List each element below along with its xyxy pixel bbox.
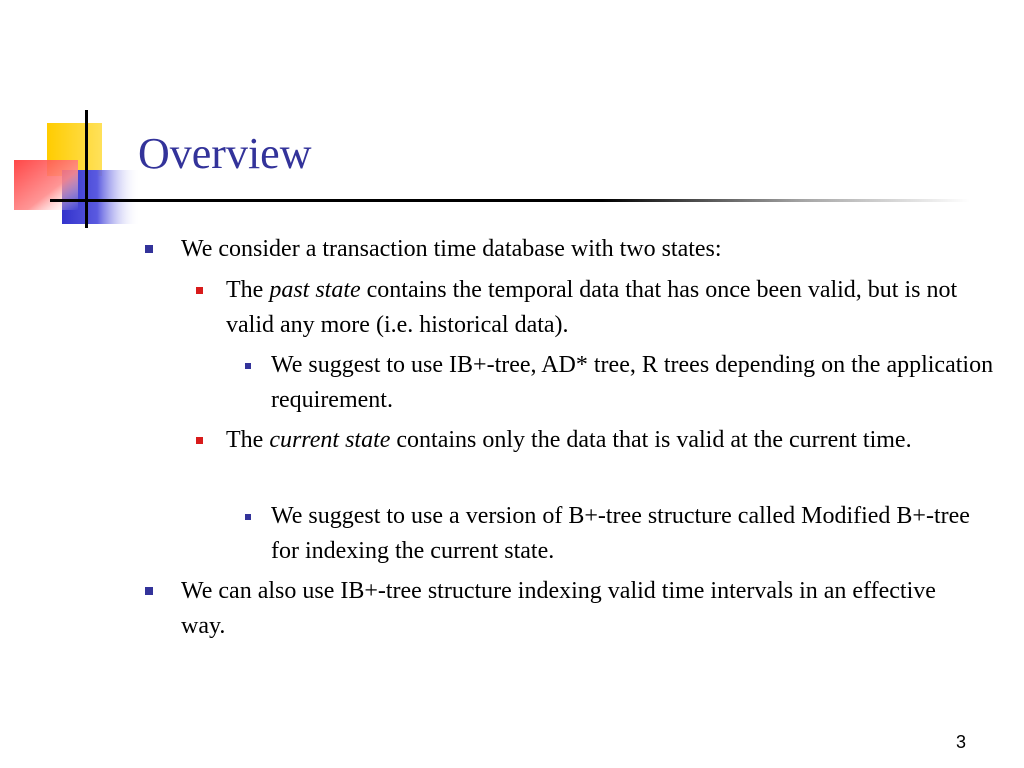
- emphasis-text: current state: [269, 427, 391, 453]
- bullet-text: We suggest to use IB+-tree, AD* tree, R trees depending on the application requirement.: [271, 352, 994, 413]
- page-number: 3: [955, 732, 966, 752]
- bullet-level3-item: [271, 499, 1001, 569]
- bullet-text: The past state contains the temporal data that has once been valid, but is not valid any more (i.e. historical data).: [226, 277, 958, 338]
- square-bullet-icon: [245, 514, 251, 520]
- square-bullet-icon: [196, 437, 203, 444]
- bullet-level3-item: [271, 348, 1001, 418]
- bullet-level2-item: [226, 423, 996, 458]
- bullet-text: The current state contains only the data that is valid at the current time.: [226, 427, 912, 453]
- square-bullet-icon: [145, 245, 153, 253]
- emphasis-text: past state: [269, 277, 361, 303]
- bullet-level1-item: [181, 574, 981, 644]
- slide-title: Overview: [138, 129, 312, 178]
- bullet-text: We suggest to use a version of B+-tree structure called Modified B+-tree for indexing the current state.: [271, 503, 970, 564]
- square-bullet-icon: [245, 363, 251, 369]
- bullet-level2-item: [226, 273, 996, 343]
- bullet-text: We consider a transaction time database with two states:: [181, 236, 722, 262]
- bullet-text: We can also use IB+-tree structure indexing valid time intervals in an effective way.: [181, 578, 936, 639]
- square-bullet-icon: [196, 287, 203, 294]
- bullet-level1-item: [181, 232, 1001, 267]
- square-bullet-icon: [145, 587, 153, 595]
